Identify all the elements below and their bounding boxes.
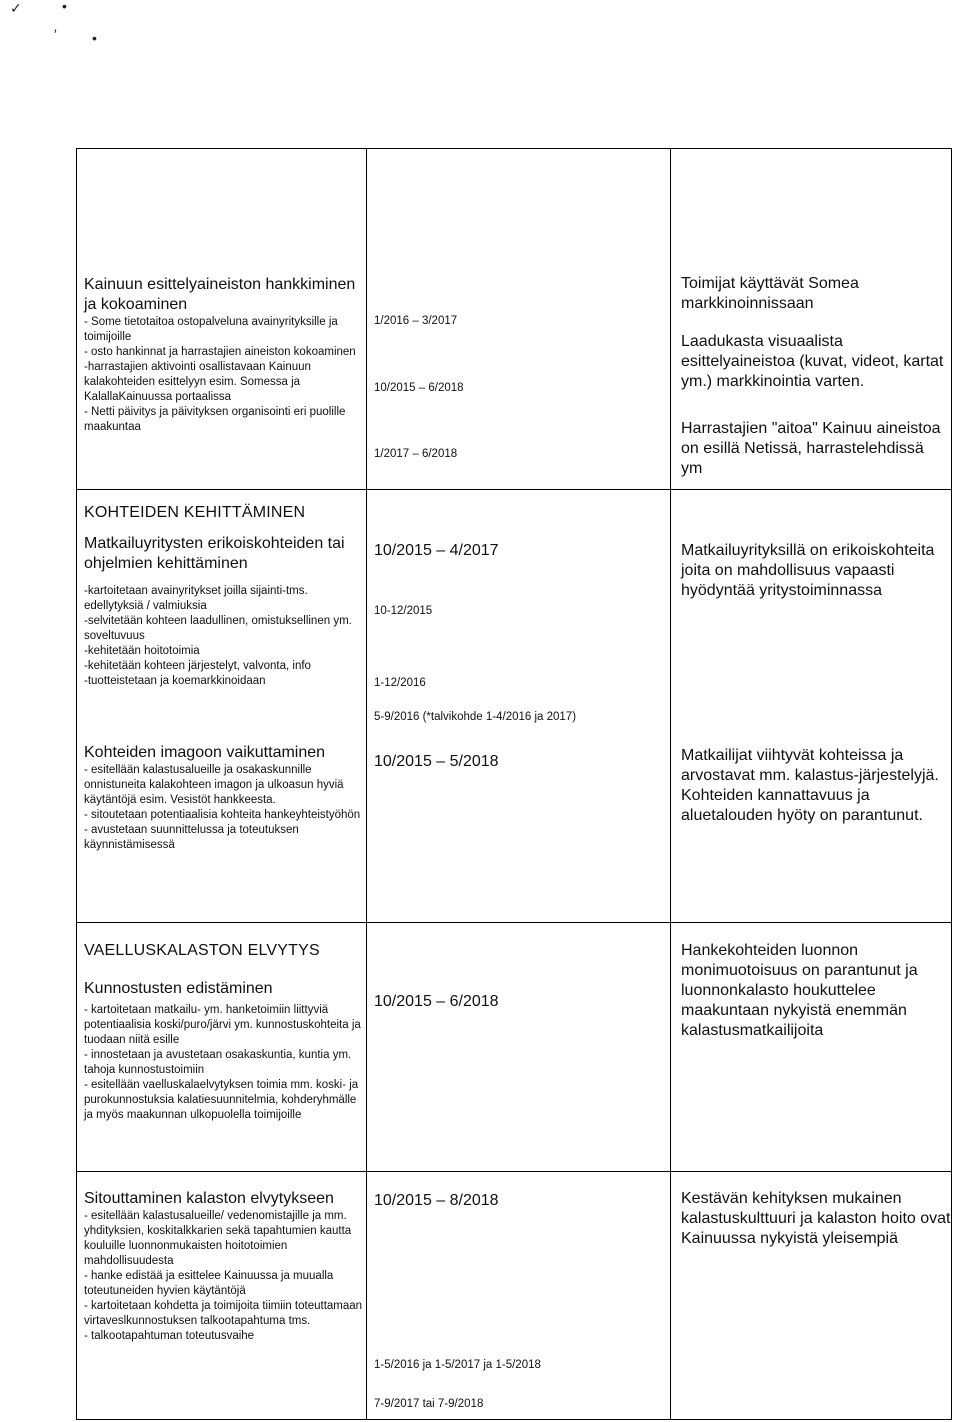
schedule-cell bbox=[374, 992, 664, 1012]
schedule-date: 10/2015 – 8/2018 bbox=[374, 1192, 499, 1209]
activity-items: - Some tietotaitoa ostopalveluna avainyrityksille ja toimijoille - osto hankinnat ja harrastajien aineiston kokoaminen -harrastajien aktivointi osallistavaan Kainuun kalakohteiden esittelyyn esim. Somessa ja KalallaKainuussa portaalissa - Netti päivitys ja päivityksen organisointi eri puolille maakuntaa bbox=[84, 316, 356, 433]
effect-text: Matkailijat viihtyvät kohteissa ja arvostavat mm. kalastus-järjestelyjä. Kohteiden kannattavuus ja aluetalouden hyöty on parantunut. bbox=[681, 747, 939, 824]
schedule-date: 1/2016 – 3/2017 bbox=[374, 315, 458, 327]
schedule-date: 10/2015 – 5/2018 bbox=[374, 753, 499, 770]
activity-title: Sitouttaminen kalaston elvytykseen bbox=[84, 1190, 334, 1207]
activity-title: Matkailuyritysten erikoiskohteiden tai ohjelmien kehittäminen bbox=[84, 535, 345, 572]
schedule-date: 10-12/2015 bbox=[374, 605, 433, 617]
effect-cell bbox=[681, 1189, 951, 1249]
activity-items: -kartoitetaan avainyritykset joilla sijainti-tms. edellytyksiä / valmiuksia -selvitetään kohteen laadullinen, omistuksellinen ym. soveltuvuus -kehitetään hoitotoimia -kehitetään kohteen järjestelyt, valvonta, info -tuotteistetaan ja koemarkkinoidaan bbox=[84, 585, 352, 687]
activity-title: Kunnostusten edistäminen bbox=[84, 980, 273, 997]
scan-mark: • bbox=[92, 30, 97, 46]
activity-cell bbox=[84, 275, 364, 435]
activity-cell bbox=[84, 503, 364, 689]
activity-cell bbox=[84, 743, 364, 853]
effect-text: Kestävän kehityksen mukainen kalastuskulttuuri ja kalaston hoito ovat Kainuussa nykyistä yleisempiä bbox=[681, 1190, 951, 1247]
activity-items: - esitellään kalastusalueille/ vedenomistajille ja mm. yhdityksien, koskitalkkarien sekä tapahtumien kautta kouluille luonnonmukaisten hoitotoimien mahdollisuudesta - hanke edistää ja esittelee Kainuussa ja muualla toteutuneiden hyvien käytäntöjä - kartoitetaan kohdetta ja toimijoita tiimiin toteuttamaan virtaveslkunnostuksen talkootapahtuma tms. - talkootapahtuman toteutusvaihe bbox=[84, 1210, 363, 1342]
column-divider bbox=[366, 149, 367, 1419]
activity-items: - kartoitetaan matkailu- ym. hanketoimiin liittyviä potentiaalisia koski/puro/järvi ym. kunnostuskohteita ja tuodaan niitä esille - innostetaan ja avustetaan osakaskuntia, kuntia ym. tahoja kunnostustoimiin - esitellään vaelluskalaelvytyksen toimia mm. koski- ja purokunnostuksia kalatiesuunnitelmia, kohderyhmälle ja myös maakunnan ulkopuolella toimijoille bbox=[84, 1004, 361, 1121]
schedule-date: 1-12/2016 bbox=[374, 677, 426, 689]
effect-cell bbox=[681, 149, 951, 489]
effect-text: Hankekohteiden luonnon monimuotoisuus on parantunut ja luonnonkalasto houkuttelee maakuntaan nykyistä enemmän kalastusmatkailijoita bbox=[681, 942, 918, 1039]
activity-items: - esitellään kalastusalueille ja osakaskunnille onnistuneita kalakohteen imagon ja ulkoasun hyviä käytäntöjä esim. Vesistöt hankkeesta. - sitoutetaan potentiaalisia kohteita hankeyhteistyöhön - avustetaan suunnittelussa ja toteutuksen käynnistämisessä bbox=[84, 764, 361, 851]
schedule-cell bbox=[374, 489, 664, 922]
schedule-cell bbox=[374, 149, 664, 489]
scan-mark: ′ bbox=[54, 26, 57, 42]
row-divider bbox=[77, 922, 951, 923]
effect-cell bbox=[681, 541, 951, 601]
schedule-cell bbox=[374, 752, 664, 772]
schedule-date: 7-9/2017 tai 7-9/2018 bbox=[374, 1398, 484, 1410]
scan-mark: ✓ bbox=[10, 0, 22, 16]
effect-text: Harrastajien "aitoa" Kainuu aineistoa on esillä Netissä, harrastelehdissä ym bbox=[681, 420, 941, 477]
section-heading: VAELLUSKALASTON ELVYTYS bbox=[84, 942, 320, 959]
schedule-date: 5-9/2016 (*talvikohde 1-4/2016 ja 2017) bbox=[374, 711, 577, 723]
schedule-date: 1-5/2016 ja 1-5/2017 ja 1-5/2018 bbox=[374, 1359, 541, 1371]
effect-text: Laadukasta visuaalista esittelyaineistoa (kuvat, videot, kartat ym.) markkinointia varten. bbox=[681, 333, 944, 390]
activity-cell bbox=[84, 941, 364, 1123]
schedule-cell bbox=[374, 1171, 664, 1421]
scan-mark: • bbox=[62, 0, 67, 14]
effect-cell bbox=[681, 941, 951, 1041]
schedule-date: 10/2015 – 6/2018 bbox=[374, 382, 464, 394]
project-plan-table bbox=[76, 148, 952, 1420]
activity-title: Kohteiden imagoon vaikuttaminen bbox=[84, 744, 326, 761]
schedule-date: 1/2017 – 6/2018 bbox=[374, 448, 458, 460]
activity-title: Kainuun esittelyaineiston hankkiminen ja kokoaminen bbox=[84, 276, 356, 313]
column-divider bbox=[670, 149, 671, 1419]
section-heading: KOHTEIDEN KEHITTÄMINEN bbox=[84, 504, 306, 521]
schedule-date: 10/2015 – 4/2017 bbox=[374, 542, 499, 559]
activity-cell bbox=[84, 1189, 364, 1344]
effect-text: Matkailuyrityksillä on erikoiskohteita joita on mahdollisuus vapaasti hyödyntää yritystoiminnassa bbox=[681, 542, 935, 599]
schedule-date: 10/2015 – 6/2018 bbox=[374, 993, 499, 1010]
effect-text: Toimijat käyttävät Somea markkinoinnissaan bbox=[681, 275, 859, 312]
effect-cell bbox=[681, 746, 951, 826]
